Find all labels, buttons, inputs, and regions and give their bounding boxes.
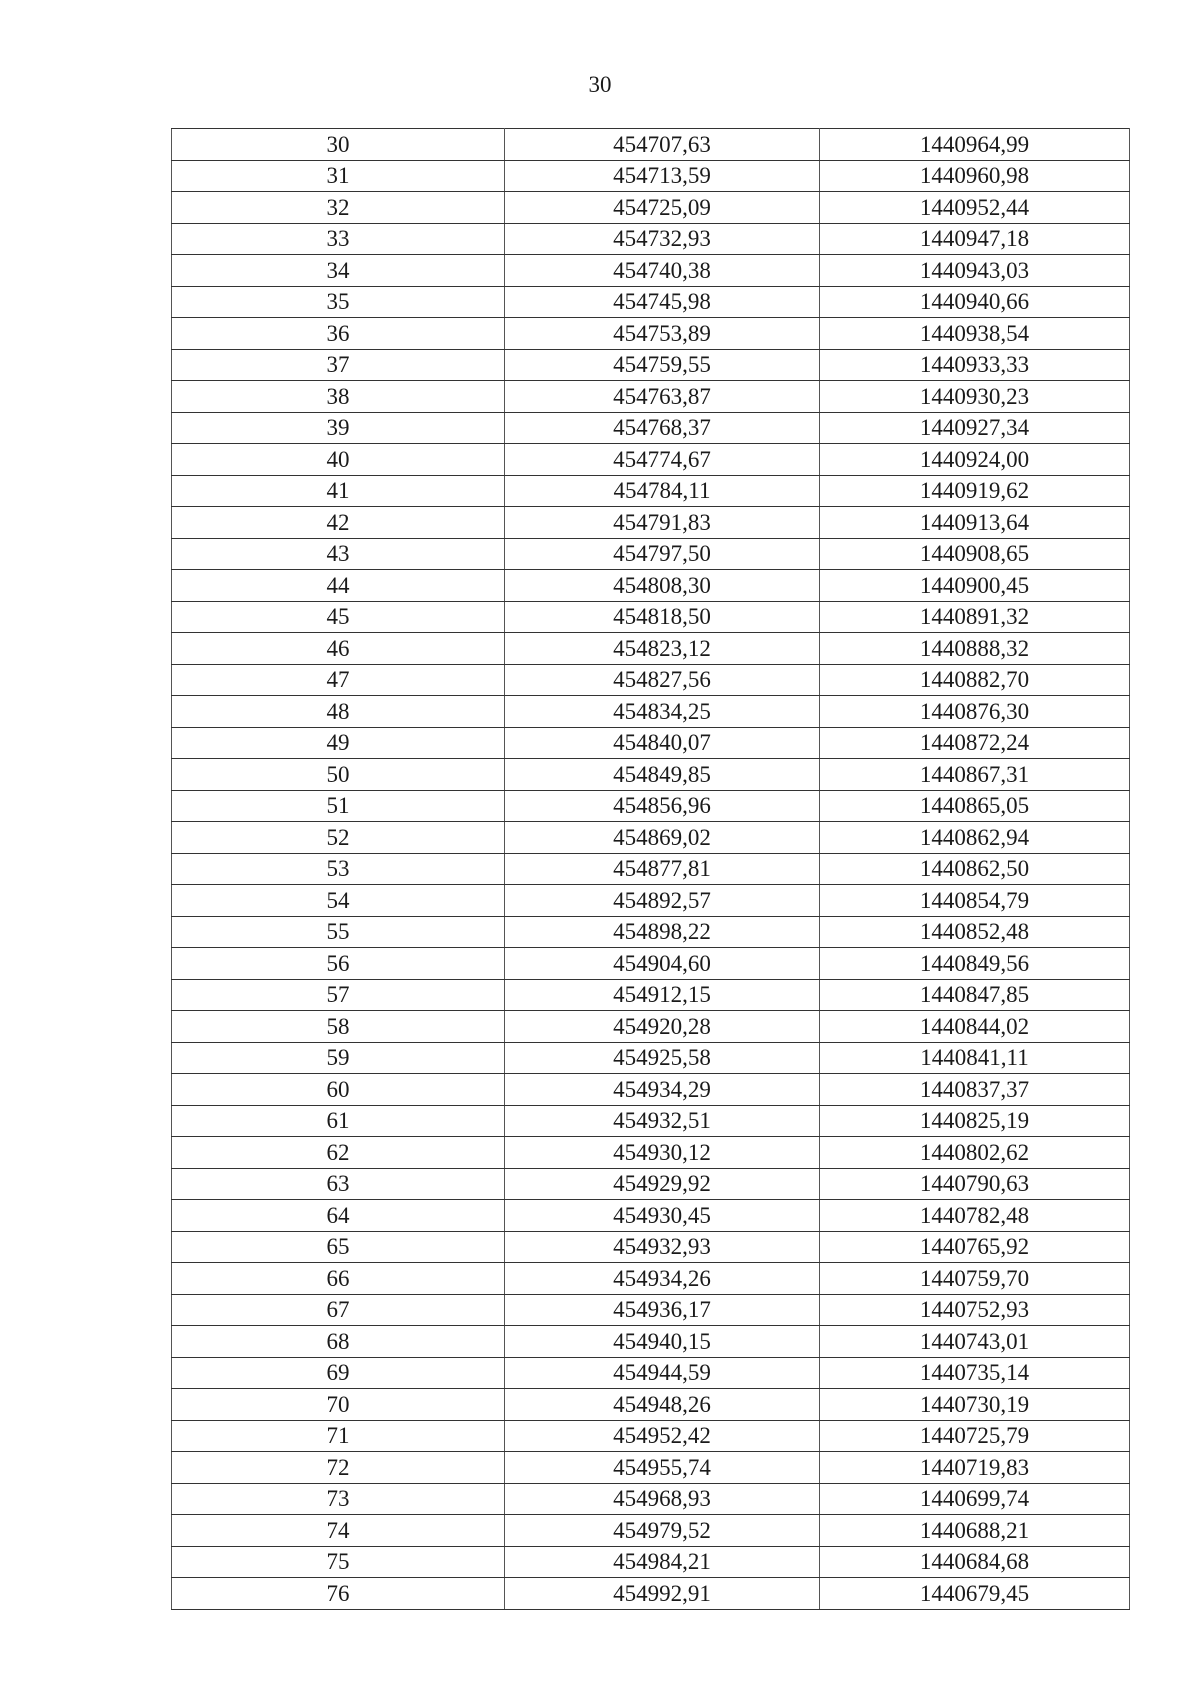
x-coordinate-cell: 454774,67 — [505, 444, 820, 476]
x-coordinate-cell: 454856,96 — [505, 790, 820, 822]
table-row — [172, 664, 1130, 696]
point-number-cell: 53 — [172, 853, 505, 885]
x-coordinate-cell: 454797,50 — [505, 538, 820, 570]
y-coordinate-cell: 1440891,32 — [820, 601, 1130, 633]
point-number-cell: 37 — [172, 349, 505, 381]
point-number-cell: 61 — [172, 1105, 505, 1137]
point-number-cell: 51 — [172, 790, 505, 822]
y-coordinate-cell: 1440872,24 — [820, 727, 1130, 759]
y-coordinate-cell: 1440841,11 — [820, 1042, 1130, 1074]
point-number-cell: 39 — [172, 412, 505, 444]
table-row — [172, 979, 1130, 1011]
point-number-cell: 54 — [172, 885, 505, 917]
point-number-cell: 66 — [172, 1263, 505, 1295]
point-number-cell: 58 — [172, 1011, 505, 1043]
table-row — [172, 727, 1130, 759]
table-row — [172, 570, 1130, 602]
y-coordinate-cell: 1440735,14 — [820, 1357, 1130, 1389]
point-number-cell: 52 — [172, 822, 505, 854]
x-coordinate-cell: 454992,91 — [505, 1578, 820, 1610]
point-number-cell: 49 — [172, 727, 505, 759]
x-coordinate-cell: 454840,07 — [505, 727, 820, 759]
table-row — [172, 1357, 1130, 1389]
y-coordinate-cell: 1440938,54 — [820, 318, 1130, 350]
x-coordinate-cell: 454929,92 — [505, 1168, 820, 1200]
coordinates-table-body — [172, 129, 1130, 1610]
point-number-cell: 62 — [172, 1137, 505, 1169]
x-coordinate-cell: 454808,30 — [505, 570, 820, 602]
x-coordinate-cell: 454934,26 — [505, 1263, 820, 1295]
table-row — [172, 1326, 1130, 1358]
coordinates-table — [171, 128, 1130, 1610]
point-number-cell: 48 — [172, 696, 505, 728]
x-coordinate-cell: 454834,25 — [505, 696, 820, 728]
y-coordinate-cell: 1440802,62 — [820, 1137, 1130, 1169]
table-row — [172, 759, 1130, 791]
x-coordinate-cell: 454932,51 — [505, 1105, 820, 1137]
point-number-cell: 75 — [172, 1546, 505, 1578]
point-number-cell: 42 — [172, 507, 505, 539]
point-number-cell: 43 — [172, 538, 505, 570]
table-row — [172, 1168, 1130, 1200]
point-number-cell: 44 — [172, 570, 505, 602]
x-coordinate-cell: 454745,98 — [505, 286, 820, 318]
y-coordinate-cell: 1440960,98 — [820, 160, 1130, 192]
table-row — [172, 286, 1130, 318]
point-number-cell: 57 — [172, 979, 505, 1011]
x-coordinate-cell: 454869,02 — [505, 822, 820, 854]
x-coordinate-cell: 454791,83 — [505, 507, 820, 539]
table-row — [172, 1074, 1130, 1106]
table-row — [172, 1294, 1130, 1326]
table-row — [172, 507, 1130, 539]
table-row — [172, 412, 1130, 444]
point-number-cell: 41 — [172, 475, 505, 507]
y-coordinate-cell: 1440862,94 — [820, 822, 1130, 854]
table-row — [172, 381, 1130, 413]
x-coordinate-cell: 454823,12 — [505, 633, 820, 665]
table-row — [172, 475, 1130, 507]
point-number-cell: 69 — [172, 1357, 505, 1389]
x-coordinate-cell: 454827,56 — [505, 664, 820, 696]
point-number-cell: 56 — [172, 948, 505, 980]
y-coordinate-cell: 1440876,30 — [820, 696, 1130, 728]
x-coordinate-cell: 454713,59 — [505, 160, 820, 192]
y-coordinate-cell: 1440759,70 — [820, 1263, 1130, 1295]
table-row — [172, 853, 1130, 885]
x-coordinate-cell: 454936,17 — [505, 1294, 820, 1326]
table-row — [172, 696, 1130, 728]
x-coordinate-cell: 454849,85 — [505, 759, 820, 791]
point-number-cell: 47 — [172, 664, 505, 696]
y-coordinate-cell: 1440900,45 — [820, 570, 1130, 602]
point-number-cell: 36 — [172, 318, 505, 350]
y-coordinate-cell: 1440862,50 — [820, 853, 1130, 885]
table-row — [172, 223, 1130, 255]
x-coordinate-cell: 454759,55 — [505, 349, 820, 381]
x-coordinate-cell: 454898,22 — [505, 916, 820, 948]
x-coordinate-cell: 454968,93 — [505, 1483, 820, 1515]
y-coordinate-cell: 1440725,79 — [820, 1420, 1130, 1452]
table-row — [172, 538, 1130, 570]
point-number-cell: 46 — [172, 633, 505, 665]
x-coordinate-cell: 454944,59 — [505, 1357, 820, 1389]
x-coordinate-cell: 454920,28 — [505, 1011, 820, 1043]
y-coordinate-cell: 1440847,85 — [820, 979, 1130, 1011]
table-row — [172, 349, 1130, 381]
x-coordinate-cell: 454892,57 — [505, 885, 820, 917]
table-row — [172, 790, 1130, 822]
page-number: 30 — [588, 72, 612, 97]
y-coordinate-cell: 1440837,37 — [820, 1074, 1130, 1106]
y-coordinate-cell: 1440964,99 — [820, 129, 1130, 161]
x-coordinate-cell: 454940,15 — [505, 1326, 820, 1358]
point-number-cell: 40 — [172, 444, 505, 476]
x-coordinate-cell: 454912,15 — [505, 979, 820, 1011]
y-coordinate-cell: 1440867,31 — [820, 759, 1130, 791]
point-number-cell: 32 — [172, 192, 505, 224]
y-coordinate-cell: 1440908,65 — [820, 538, 1130, 570]
y-coordinate-cell: 1440930,23 — [820, 381, 1130, 413]
table-row — [172, 1200, 1130, 1232]
table-row — [172, 633, 1130, 665]
table-row — [172, 444, 1130, 476]
x-coordinate-cell: 454925,58 — [505, 1042, 820, 1074]
point-number-cell: 34 — [172, 255, 505, 287]
y-coordinate-cell: 1440684,68 — [820, 1546, 1130, 1578]
table-row — [172, 948, 1130, 980]
table-row — [172, 1420, 1130, 1452]
x-coordinate-cell: 454930,45 — [505, 1200, 820, 1232]
y-coordinate-cell: 1440849,56 — [820, 948, 1130, 980]
y-coordinate-cell: 1440743,01 — [820, 1326, 1130, 1358]
point-number-cell: 59 — [172, 1042, 505, 1074]
y-coordinate-cell: 1440854,79 — [820, 885, 1130, 917]
table-row — [172, 1263, 1130, 1295]
x-coordinate-cell: 454948,26 — [505, 1389, 820, 1421]
y-coordinate-cell: 1440752,93 — [820, 1294, 1130, 1326]
y-coordinate-cell: 1440927,34 — [820, 412, 1130, 444]
y-coordinate-cell: 1440825,19 — [820, 1105, 1130, 1137]
point-number-cell: 67 — [172, 1294, 505, 1326]
y-coordinate-cell: 1440888,32 — [820, 633, 1130, 665]
table-row — [172, 885, 1130, 917]
table-row — [172, 1042, 1130, 1074]
point-number-cell: 71 — [172, 1420, 505, 1452]
x-coordinate-cell: 454753,89 — [505, 318, 820, 350]
y-coordinate-cell: 1440919,62 — [820, 475, 1130, 507]
point-number-cell: 68 — [172, 1326, 505, 1358]
x-coordinate-cell: 454818,50 — [505, 601, 820, 633]
table-row — [172, 601, 1130, 633]
point-number-cell: 50 — [172, 759, 505, 791]
y-coordinate-cell: 1440940,66 — [820, 286, 1130, 318]
table-row — [172, 1578, 1130, 1610]
table-row — [172, 1137, 1130, 1169]
point-number-cell: 74 — [172, 1515, 505, 1547]
y-coordinate-cell: 1440882,70 — [820, 664, 1130, 696]
y-coordinate-cell: 1440790,63 — [820, 1168, 1130, 1200]
table-row — [172, 1546, 1130, 1578]
y-coordinate-cell: 1440852,48 — [820, 916, 1130, 948]
point-number-cell: 64 — [172, 1200, 505, 1232]
x-coordinate-cell: 454984,21 — [505, 1546, 820, 1578]
y-coordinate-cell: 1440679,45 — [820, 1578, 1130, 1610]
x-coordinate-cell: 454763,87 — [505, 381, 820, 413]
x-coordinate-cell: 454784,11 — [505, 475, 820, 507]
x-coordinate-cell: 454732,93 — [505, 223, 820, 255]
x-coordinate-cell: 454932,93 — [505, 1231, 820, 1263]
table-row — [172, 1105, 1130, 1137]
point-number-cell: 35 — [172, 286, 505, 318]
y-coordinate-cell: 1440933,33 — [820, 349, 1130, 381]
point-number-cell: 33 — [172, 223, 505, 255]
x-coordinate-cell: 454955,74 — [505, 1452, 820, 1484]
point-number-cell: 72 — [172, 1452, 505, 1484]
x-coordinate-cell: 454725,09 — [505, 192, 820, 224]
y-coordinate-cell: 1440924,00 — [820, 444, 1130, 476]
table-row — [172, 129, 1130, 161]
y-coordinate-cell: 1440865,05 — [820, 790, 1130, 822]
table-row — [172, 160, 1130, 192]
x-coordinate-cell: 454930,12 — [505, 1137, 820, 1169]
x-coordinate-cell: 454904,60 — [505, 948, 820, 980]
y-coordinate-cell: 1440765,92 — [820, 1231, 1130, 1263]
y-coordinate-cell: 1440952,44 — [820, 192, 1130, 224]
point-number-cell: 76 — [172, 1578, 505, 1610]
y-coordinate-cell: 1440782,48 — [820, 1200, 1130, 1232]
table-row — [172, 916, 1130, 948]
point-number-cell: 70 — [172, 1389, 505, 1421]
y-coordinate-cell: 1440699,74 — [820, 1483, 1130, 1515]
table-row — [172, 318, 1130, 350]
x-coordinate-cell: 454934,29 — [505, 1074, 820, 1106]
point-number-cell: 65 — [172, 1231, 505, 1263]
table-row — [172, 1389, 1130, 1421]
point-number-cell: 73 — [172, 1483, 505, 1515]
point-number-cell: 31 — [172, 160, 505, 192]
x-coordinate-cell: 454979,52 — [505, 1515, 820, 1547]
y-coordinate-cell: 1440947,18 — [820, 223, 1130, 255]
table-row — [172, 255, 1130, 287]
x-coordinate-cell: 454740,38 — [505, 255, 820, 287]
x-coordinate-cell: 454952,42 — [505, 1420, 820, 1452]
x-coordinate-cell: 454707,63 — [505, 129, 820, 161]
x-coordinate-cell: 454768,37 — [505, 412, 820, 444]
y-coordinate-cell: 1440844,02 — [820, 1011, 1130, 1043]
table-row — [172, 1452, 1130, 1484]
x-coordinate-cell: 454877,81 — [505, 853, 820, 885]
point-number-cell: 45 — [172, 601, 505, 633]
table-row — [172, 1231, 1130, 1263]
table-row — [172, 1515, 1130, 1547]
table-row — [172, 1011, 1130, 1043]
point-number-cell: 30 — [172, 129, 505, 161]
y-coordinate-cell: 1440913,64 — [820, 507, 1130, 539]
y-coordinate-cell: 1440730,19 — [820, 1389, 1130, 1421]
y-coordinate-cell: 1440688,21 — [820, 1515, 1130, 1547]
point-number-cell: 60 — [172, 1074, 505, 1106]
point-number-cell: 55 — [172, 916, 505, 948]
point-number-cell: 38 — [172, 381, 505, 413]
y-coordinate-cell: 1440943,03 — [820, 255, 1130, 287]
table-row — [172, 192, 1130, 224]
y-coordinate-cell: 1440719,83 — [820, 1452, 1130, 1484]
table-row — [172, 1483, 1130, 1515]
table-row — [172, 822, 1130, 854]
point-number-cell: 63 — [172, 1168, 505, 1200]
